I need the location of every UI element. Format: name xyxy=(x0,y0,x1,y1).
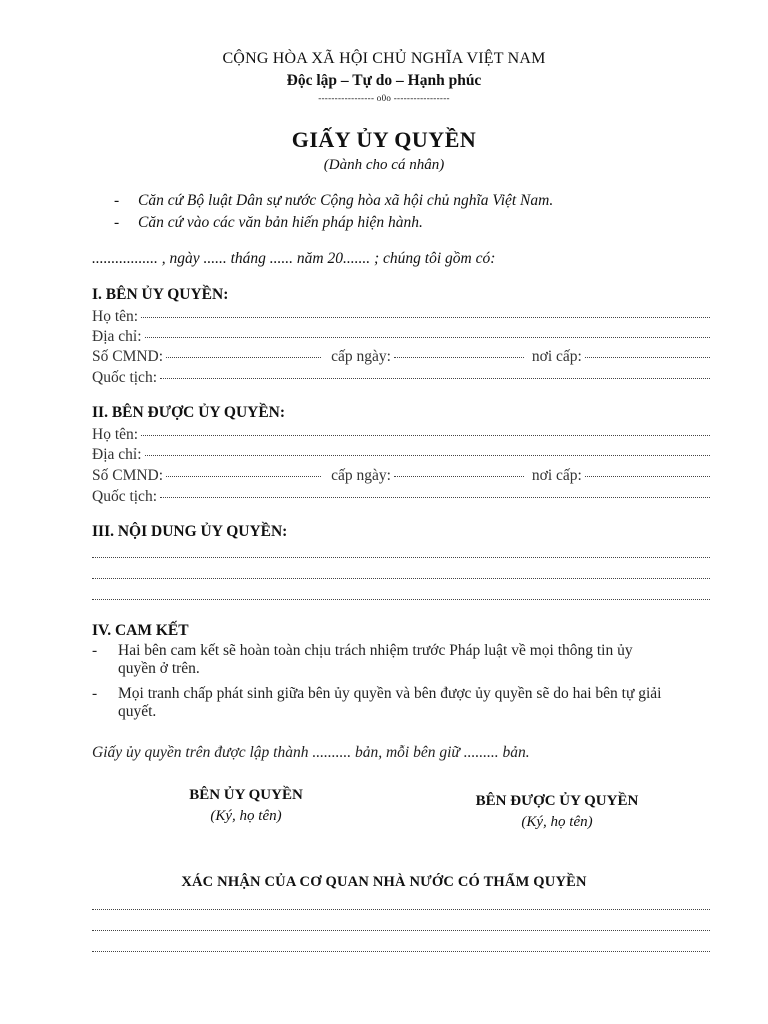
authority-confirmation-heading: XÁC NHẬN CỦA CƠ QUAN NHÀ NƯỚC CÓ THẨM QUYỀN xyxy=(181,874,587,890)
s2-issue-date-blank[interactable] xyxy=(394,475,524,477)
date-line: ................. , ngày ...... tháng ...... năm 20....... ; chúng tôi gồm có: xyxy=(92,250,496,267)
content-line-3[interactable] xyxy=(92,598,710,600)
s1-nationality-field[interactable] xyxy=(92,369,710,387)
s2-id-label: Số CMND: xyxy=(92,467,164,484)
commitment-item-2-line-2: quyết. xyxy=(118,703,157,720)
grantor-signature-note: (Ký, họ tên) xyxy=(210,808,282,824)
s1-id-blank[interactable] xyxy=(166,356,321,358)
bullet-dash: - xyxy=(114,192,120,209)
s2-id-blank[interactable] xyxy=(166,475,321,477)
closing-statement: Giấy ủy quyền trên được lập thành .......... bản, mỗi bên giữ ......... bản. xyxy=(92,744,530,761)
s1-name-field[interactable] xyxy=(92,308,710,326)
s1-issue-place-blank[interactable] xyxy=(585,356,710,358)
s1-id-label: Số CMND: xyxy=(92,348,164,365)
s2-id-field[interactable] xyxy=(92,467,710,485)
s1-address-field[interactable] xyxy=(92,328,710,346)
document-subtitle: (Dành cho cá nhân) xyxy=(323,157,445,173)
commitment-item-1-line-1 xyxy=(92,642,710,660)
grantee-signature-note: (Ký, họ tên) xyxy=(521,814,593,830)
s2-nationality-field[interactable] xyxy=(92,488,710,506)
grantor-signature-title: BÊN ỦY QUYỀN xyxy=(189,787,303,803)
s2-issue-place-label: nơi cấp: xyxy=(531,467,582,484)
commitment-item-1-line-2: quyền ở trên. xyxy=(118,660,200,677)
national-title: CỘNG HÒA XÃ HỘI CHỦ NGHĨA VIỆT NAM xyxy=(222,50,546,67)
content-line-2[interactable] xyxy=(92,577,710,579)
commitment-item-2 xyxy=(92,685,710,721)
s1-name-label: Họ tên: xyxy=(92,308,139,325)
commitment-text-2a: Mọi tranh chấp phát sinh giữa bên ủy quyền và bên được ủy quyền sẽ do hai bên tự giải xyxy=(118,685,662,702)
s1-issue-date-blank[interactable] xyxy=(394,356,524,358)
bullet-dash: - xyxy=(92,642,98,659)
document-title: GIẤY ỦY QUYỀN xyxy=(291,127,477,152)
section-4-heading: IV. CAM KẾT xyxy=(92,622,189,639)
basis-text-1: Căn cứ Bộ luật Dân sự nước Cộng hòa xã hội chủ nghĩa Việt Nam. xyxy=(138,192,554,209)
commitment-item-2-line-1 xyxy=(92,685,710,703)
s2-address-field[interactable] xyxy=(92,446,710,464)
basis-item-1 xyxy=(92,192,710,210)
bullet-dash: - xyxy=(114,214,120,231)
commitment-item-1 xyxy=(92,642,710,678)
national-motto: Độc lập – Tự do – Hạnh phúc xyxy=(286,72,482,89)
section-3-heading: III. NỘI DUNG ỦY QUYỀN: xyxy=(92,523,288,540)
s2-nationality-label: Quốc tịch: xyxy=(92,488,157,505)
s2-issue-date-label: cấp ngày: xyxy=(331,467,391,484)
bullet-dash: - xyxy=(92,685,98,702)
content-line-1[interactable] xyxy=(92,556,710,558)
basis-text-2: Căn cứ vào các văn bản hiến pháp hiện hành. xyxy=(138,214,423,231)
s2-name-label: Họ tên: xyxy=(92,426,139,443)
grantee-signature-title: BÊN ĐƯỢC ỦY QUYỀN xyxy=(475,793,639,809)
s1-nationality-label: Quốc tịch: xyxy=(92,369,157,386)
commitment-text-1a: Hai bên cam kết sẽ hoàn toàn chịu trách nhiệm trước Pháp luật về mọi thông tin ủy xyxy=(118,642,633,659)
basis-item-2 xyxy=(92,214,710,232)
s1-nationality-blank[interactable] xyxy=(160,377,710,379)
s1-name-blank[interactable] xyxy=(141,316,710,318)
header-separator: ----------------- o0o ----------------- xyxy=(318,93,450,103)
section-2-heading: II. BÊN ĐƯỢC ỦY QUYỀN: xyxy=(92,404,286,421)
s2-name-blank[interactable] xyxy=(141,434,710,436)
s1-issue-date-label: cấp ngày: xyxy=(331,348,391,365)
s1-address-blank[interactable] xyxy=(145,336,711,338)
s2-issue-place-blank[interactable] xyxy=(585,475,710,477)
confirmation-line-1[interactable] xyxy=(92,908,710,910)
s2-address-blank[interactable] xyxy=(145,454,711,456)
s2-nationality-blank[interactable] xyxy=(160,496,710,498)
confirmation-line-2[interactable] xyxy=(92,929,710,931)
s2-address-label: Địa chỉ: xyxy=(92,446,142,463)
confirmation-line-3[interactable] xyxy=(92,950,710,952)
s2-name-field[interactable] xyxy=(92,426,710,444)
s1-issue-place-label: nơi cấp: xyxy=(531,348,582,365)
s1-id-field[interactable] xyxy=(92,348,710,366)
section-1-heading: I. BÊN ỦY QUYỀN: xyxy=(92,286,229,303)
s1-address-label: Địa chỉ: xyxy=(92,328,142,345)
